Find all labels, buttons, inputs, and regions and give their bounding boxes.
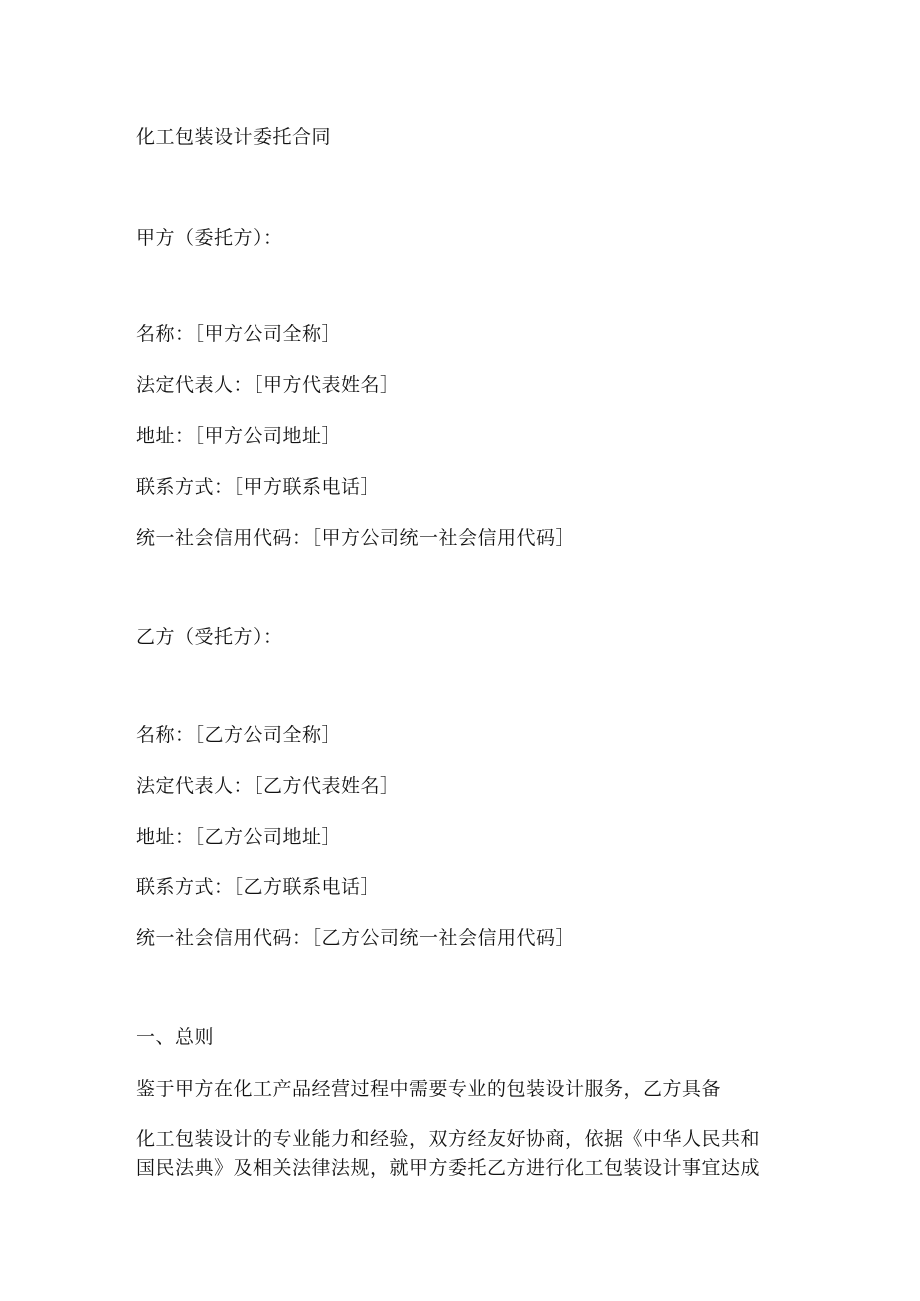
section-1-paragraph-line-1: 鉴于甲方在化工产品经营过程中需要专业的包装设计服务，乙方具备 [136,1078,722,1100]
party-a-credit-row [136,525,575,551]
party-a-contact-label: 联系方式： [136,476,234,498]
party-b-address-value: ［乙方公司地址］ [194,826,342,848]
party-b-name-label: 名称： [136,724,195,746]
section-1-paragraph-line-3: 国民法典》及相关法律法规，就甲方委托乙方进行化工包装设计事宜达成 [136,1157,761,1179]
party-a-credit-value: ［甲方公司统一社会信用代码］ [311,527,576,549]
party-b-address-label: 地址： [136,826,195,848]
party-b-rep-row [136,773,400,799]
party-a-heading: 甲方（委托方）： [136,227,283,249]
party-b-name-value: ［乙方公司全称］ [194,724,342,746]
party-b-rep-value: ［乙方代表姓名］ [253,775,400,797]
party-b-credit-label: 统一社会信用代码： [136,927,312,949]
party-b-address-row [136,824,341,850]
party-b-name-row [136,722,341,748]
document-title: 化工包装设计委托合同 [136,126,332,148]
party-a-contact-row [136,474,380,500]
section-1-heading: 一、总则 [136,1026,215,1048]
party-a-name-value: ［甲方公司全称］ [194,323,342,345]
party-b-credit-row [136,925,575,951]
party-a-address-label: 地址： [136,425,195,447]
party-a-contact-value: ［甲方联系电话］ [233,476,381,498]
party-a-address-value: ［甲方公司地址］ [194,425,342,447]
party-b-credit-value: ［乙方公司统一社会信用代码］ [311,927,576,949]
section-1-paragraph-line-2: 化工包装设计的专业能力和经验，双方经友好协商，依据《中华人民共和 [136,1128,761,1150]
party-b-contact-row [136,874,380,900]
party-a-rep-value: ［甲方代表姓名］ [253,374,400,396]
party-a-name-label: 名称： [136,323,195,345]
party-a-name-row [136,321,341,347]
party-a-address-row [136,423,341,449]
party-b-contact-label: 联系方式： [136,876,234,898]
party-a-rep-label: 法定代表人： [136,374,254,396]
party-a-credit-label: 统一社会信用代码： [136,527,312,549]
party-a-rep-row [136,372,400,398]
party-b-rep-label: 法定代表人： [136,775,254,797]
party-b-contact-value: ［乙方联系电话］ [233,876,381,898]
party-b-heading: 乙方（受托方）： [136,626,283,648]
